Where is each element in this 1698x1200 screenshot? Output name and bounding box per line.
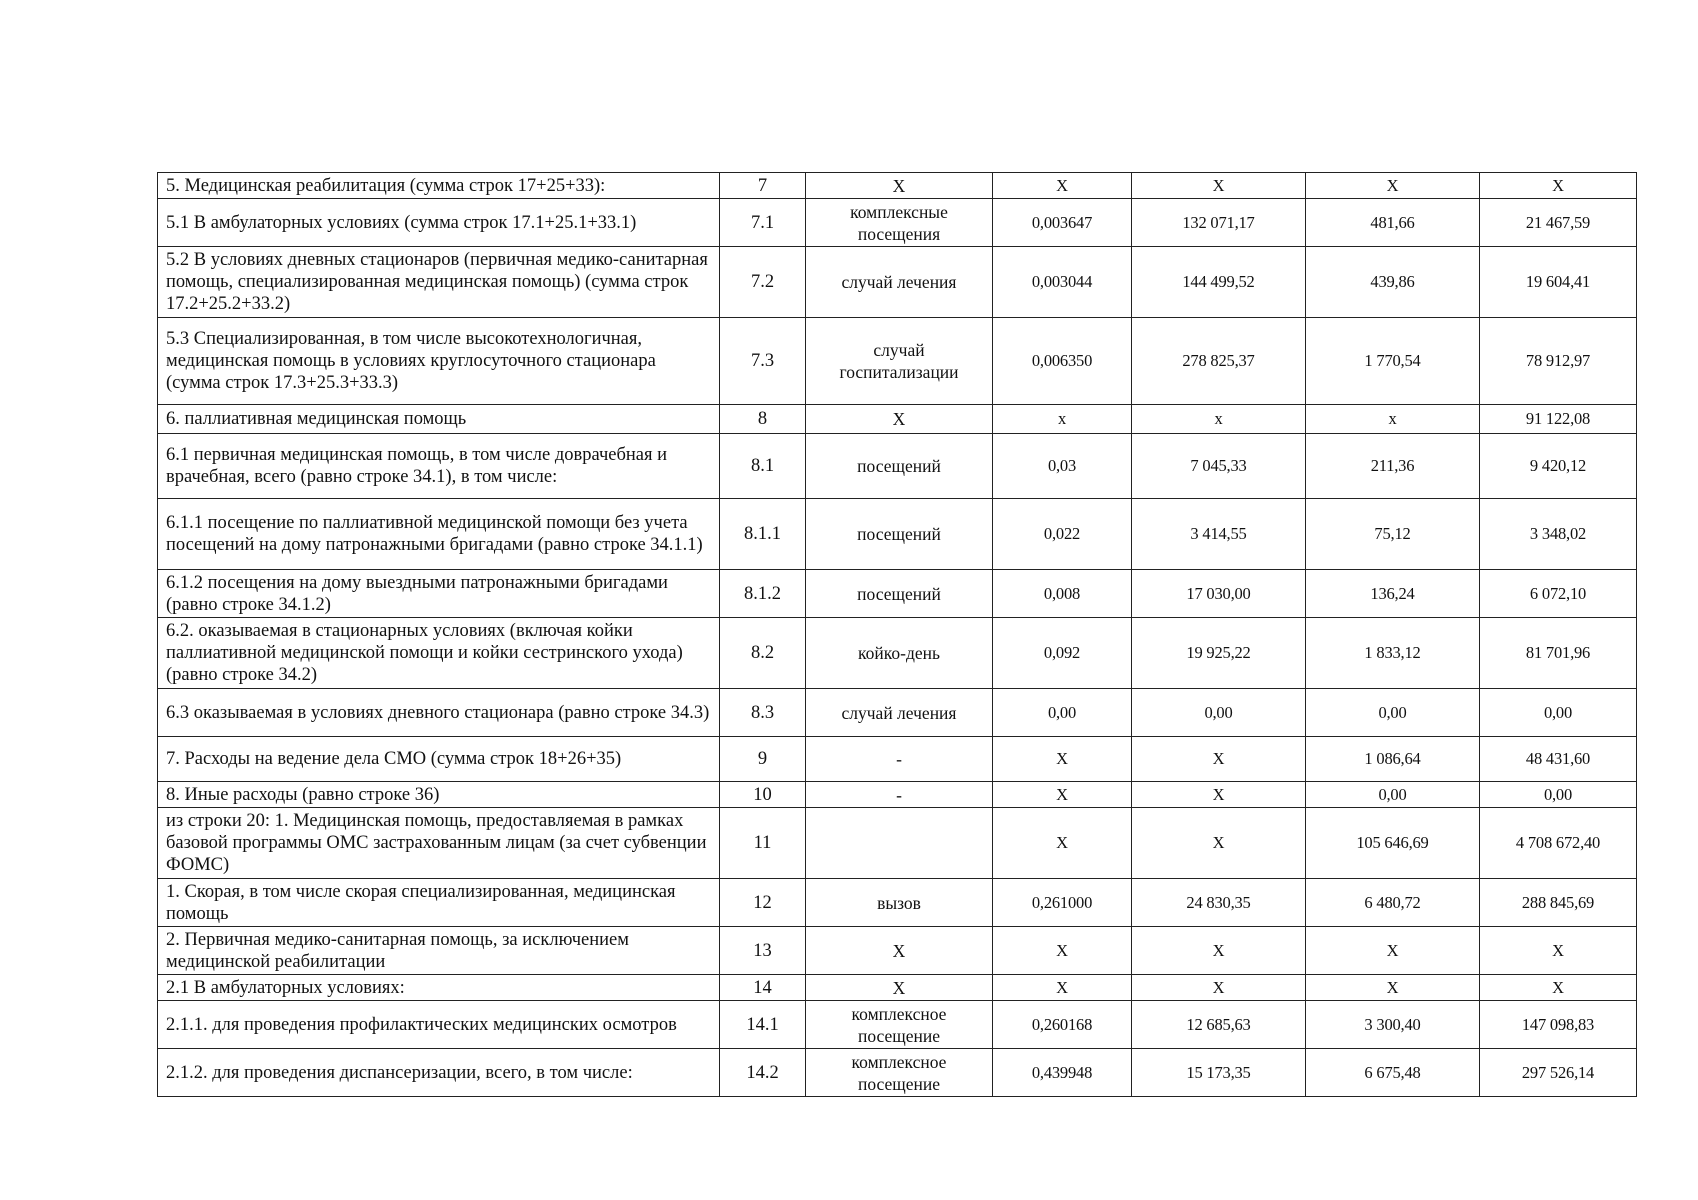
row-value-1: x: [993, 405, 1132, 434]
row-unit: койко-день: [806, 618, 993, 689]
row-number: 7.1: [720, 199, 806, 247]
row-number: 7: [720, 173, 806, 199]
row-value-3: 481,66: [1306, 199, 1480, 247]
row-value-4: 19 604,41: [1480, 247, 1637, 318]
row-value-2: 24 830,35: [1132, 879, 1306, 927]
table-row: [158, 499, 1637, 570]
row-number: 8.1.2: [720, 570, 806, 618]
row-name: 6.1 первичная медицинская помощь, в том числе доврачебная и врачебная, всего (равно строке 34.1), в том числе:: [158, 434, 720, 499]
row-value-2: 7 045,33: [1132, 434, 1306, 499]
row-name: 5.2 В условиях дневных стационаров (первичная медико-санитарная помощь, специализированная медицинская помощь) (сумма строк 17.2+25.2+33.2): [158, 247, 720, 318]
row-name: 5. Медицинская реабилитация (сумма строк 17+25+33):: [158, 173, 720, 199]
row-number: 13: [720, 927, 806, 975]
row-value-2: X: [1132, 975, 1306, 1001]
row-number: 14: [720, 975, 806, 1001]
row-value-3: 3 300,40: [1306, 1001, 1480, 1049]
row-unit: случай лечения: [806, 689, 993, 737]
row-unit: [806, 808, 993, 879]
row-value-3: 439,86: [1306, 247, 1480, 318]
table-body: [158, 173, 1637, 1097]
row-value-3: 136,24: [1306, 570, 1480, 618]
row-number: 14.2: [720, 1049, 806, 1097]
row-value-2: 17 030,00: [1132, 570, 1306, 618]
row-value-3: 1 086,64: [1306, 737, 1480, 782]
row-number: 9: [720, 737, 806, 782]
row-unit: посещений: [806, 570, 993, 618]
row-unit: случай лечения: [806, 247, 993, 318]
row-value-1: 0,260168: [993, 1001, 1132, 1049]
row-unit: комплексное посещение: [806, 1001, 993, 1049]
row-value-2: X: [1132, 737, 1306, 782]
row-value-2: X: [1132, 782, 1306, 808]
row-value-1: 0,003647: [993, 199, 1132, 247]
row-value-1: 0,261000: [993, 879, 1132, 927]
row-number: 11: [720, 808, 806, 879]
table-row: [158, 434, 1637, 499]
row-name: 5.1 В амбулаторных условиях (сумма строк 17.1+25.1+33.1): [158, 199, 720, 247]
row-value-2: 15 173,35: [1132, 1049, 1306, 1097]
row-value-1: 0,092: [993, 618, 1132, 689]
row-value-4: 6 072,10: [1480, 570, 1637, 618]
row-value-1: 0,00: [993, 689, 1132, 737]
row-value-3: 211,36: [1306, 434, 1480, 499]
table-row: [158, 199, 1637, 247]
row-value-3: 0,00: [1306, 689, 1480, 737]
row-unit: комплексные посещения: [806, 199, 993, 247]
row-value-3: 0,00: [1306, 782, 1480, 808]
row-number: 14.1: [720, 1001, 806, 1049]
row-value-2: 0,00: [1132, 689, 1306, 737]
row-value-3: 105 646,69: [1306, 808, 1480, 879]
row-value-2: 12 685,63: [1132, 1001, 1306, 1049]
table-row: [158, 737, 1637, 782]
row-name: 5.3 Специализированная, в том числе высокотехнологичная, медицинская помощь в условиях круглосуточного стационара (сумма строк 17.3+25.3+33.3): [158, 318, 720, 405]
row-value-3: X: [1306, 927, 1480, 975]
table-row: [158, 570, 1637, 618]
row-value-2: 278 825,37: [1132, 318, 1306, 405]
row-unit: -: [806, 782, 993, 808]
row-name: 6.3 оказываемая в условиях дневного стационара (равно строке 34.3): [158, 689, 720, 737]
row-number: 10: [720, 782, 806, 808]
row-unit: X: [806, 173, 993, 199]
row-value-3: 6 675,48: [1306, 1049, 1480, 1097]
row-value-4: 0,00: [1480, 782, 1637, 808]
table-row: [158, 689, 1637, 737]
table-row: [158, 975, 1637, 1001]
row-value-3: 75,12: [1306, 499, 1480, 570]
row-value-4: X: [1480, 173, 1637, 199]
row-unit: случай госпитализации: [806, 318, 993, 405]
table-row: [158, 927, 1637, 975]
row-value-1: 0,003044: [993, 247, 1132, 318]
row-value-3: X: [1306, 173, 1480, 199]
row-name: 2.1.2. для проведения диспансеризации, всего, в том числе:: [158, 1049, 720, 1097]
row-name: 1. Скорая, в том числе скорая специализированная, медицинская помощь: [158, 879, 720, 927]
row-value-4: 81 701,96: [1480, 618, 1637, 689]
row-name: 8. Иные расходы (равно строке 36): [158, 782, 720, 808]
row-value-4: 21 467,59: [1480, 199, 1637, 247]
row-name: 2. Первичная медико-санитарная помощь, за исключением медицинской реабилитации: [158, 927, 720, 975]
row-value-3: x: [1306, 405, 1480, 434]
row-value-1: X: [993, 927, 1132, 975]
row-value-4: 288 845,69: [1480, 879, 1637, 927]
row-name: 6.1.1 посещение по паллиативной медицинской помощи без учета посещений на дому патронажными бригадами (равно строке 34.1.1): [158, 499, 720, 570]
row-value-2: 19 925,22: [1132, 618, 1306, 689]
row-value-4: X: [1480, 927, 1637, 975]
row-value-4: 3 348,02: [1480, 499, 1637, 570]
row-name: 6.2. оказываемая в стационарных условиях (включая койки паллиативной медицинской помощи и койки сестринского ухода) (равно строке 34.2): [158, 618, 720, 689]
row-value-2: x: [1132, 405, 1306, 434]
row-value-4: 297 526,14: [1480, 1049, 1637, 1097]
row-unit: посещений: [806, 499, 993, 570]
row-unit: X: [806, 975, 993, 1001]
row-unit: X: [806, 927, 993, 975]
row-value-4: 147 098,83: [1480, 1001, 1637, 1049]
row-name: из строки 20: 1. Медицинская помощь, предоставляемая в рамках базовой программы ОМС застрахованным лицам (за счет субвенции ФОМС): [158, 808, 720, 879]
table-row: [158, 247, 1637, 318]
row-value-2: 132 071,17: [1132, 199, 1306, 247]
row-name: 6.1.2 посещения на дому выездными патронажными бригадами (равно строке 34.1.2): [158, 570, 720, 618]
row-value-4: 0,00: [1480, 689, 1637, 737]
row-number: 8.1.1: [720, 499, 806, 570]
row-value-3: 1 833,12: [1306, 618, 1480, 689]
row-value-4: X: [1480, 975, 1637, 1001]
row-name: 2.1.1. для проведения профилактических медицинских осмотров: [158, 1001, 720, 1049]
data-table: [157, 172, 1637, 1097]
row-value-1: 0,006350: [993, 318, 1132, 405]
row-number: 8: [720, 405, 806, 434]
row-value-2: 3 414,55: [1132, 499, 1306, 570]
table-row: [158, 782, 1637, 808]
table-row: [158, 1001, 1637, 1049]
row-value-2: X: [1132, 173, 1306, 199]
row-value-1: X: [993, 808, 1132, 879]
table-row: [158, 1049, 1637, 1097]
table-row: [158, 879, 1637, 927]
row-value-1: 0,008: [993, 570, 1132, 618]
row-value-4: 48 431,60: [1480, 737, 1637, 782]
row-value-1: X: [993, 737, 1132, 782]
row-unit: комплексное посещение: [806, 1049, 993, 1097]
row-value-4: 4 708 672,40: [1480, 808, 1637, 879]
row-unit: X: [806, 405, 993, 434]
table-row: [158, 808, 1637, 879]
row-unit: вызов: [806, 879, 993, 927]
row-number: 12: [720, 879, 806, 927]
row-value-1: X: [993, 975, 1132, 1001]
row-value-3: 1 770,54: [1306, 318, 1480, 405]
row-value-2: X: [1132, 808, 1306, 879]
row-name: 7. Расходы на ведение дела СМО (сумма строк 18+26+35): [158, 737, 720, 782]
row-value-4: 9 420,12: [1480, 434, 1637, 499]
row-unit: посещений: [806, 434, 993, 499]
row-value-1: X: [993, 173, 1132, 199]
row-number: 8.1: [720, 434, 806, 499]
row-value-1: 0,022: [993, 499, 1132, 570]
table-row: [158, 618, 1637, 689]
row-value-1: 0,03: [993, 434, 1132, 499]
row-name: 2.1 В амбулаторных условиях:: [158, 975, 720, 1001]
row-name: 6. паллиативная медицинская помощь: [158, 405, 720, 434]
row-value-3: 6 480,72: [1306, 879, 1480, 927]
row-value-4: 78 912,97: [1480, 318, 1637, 405]
row-number: 7.2: [720, 247, 806, 318]
table-row: [158, 318, 1637, 405]
row-value-1: 0,439948: [993, 1049, 1132, 1097]
row-value-1: X: [993, 782, 1132, 808]
row-value-2: X: [1132, 927, 1306, 975]
table-row: [158, 405, 1637, 434]
row-number: 8.2: [720, 618, 806, 689]
row-unit: -: [806, 737, 993, 782]
table-row: [158, 173, 1637, 199]
row-value-2: 144 499,52: [1132, 247, 1306, 318]
row-value-3: X: [1306, 975, 1480, 1001]
row-number: 8.3: [720, 689, 806, 737]
row-number: 7.3: [720, 318, 806, 405]
row-value-4: 91 122,08: [1480, 405, 1637, 434]
